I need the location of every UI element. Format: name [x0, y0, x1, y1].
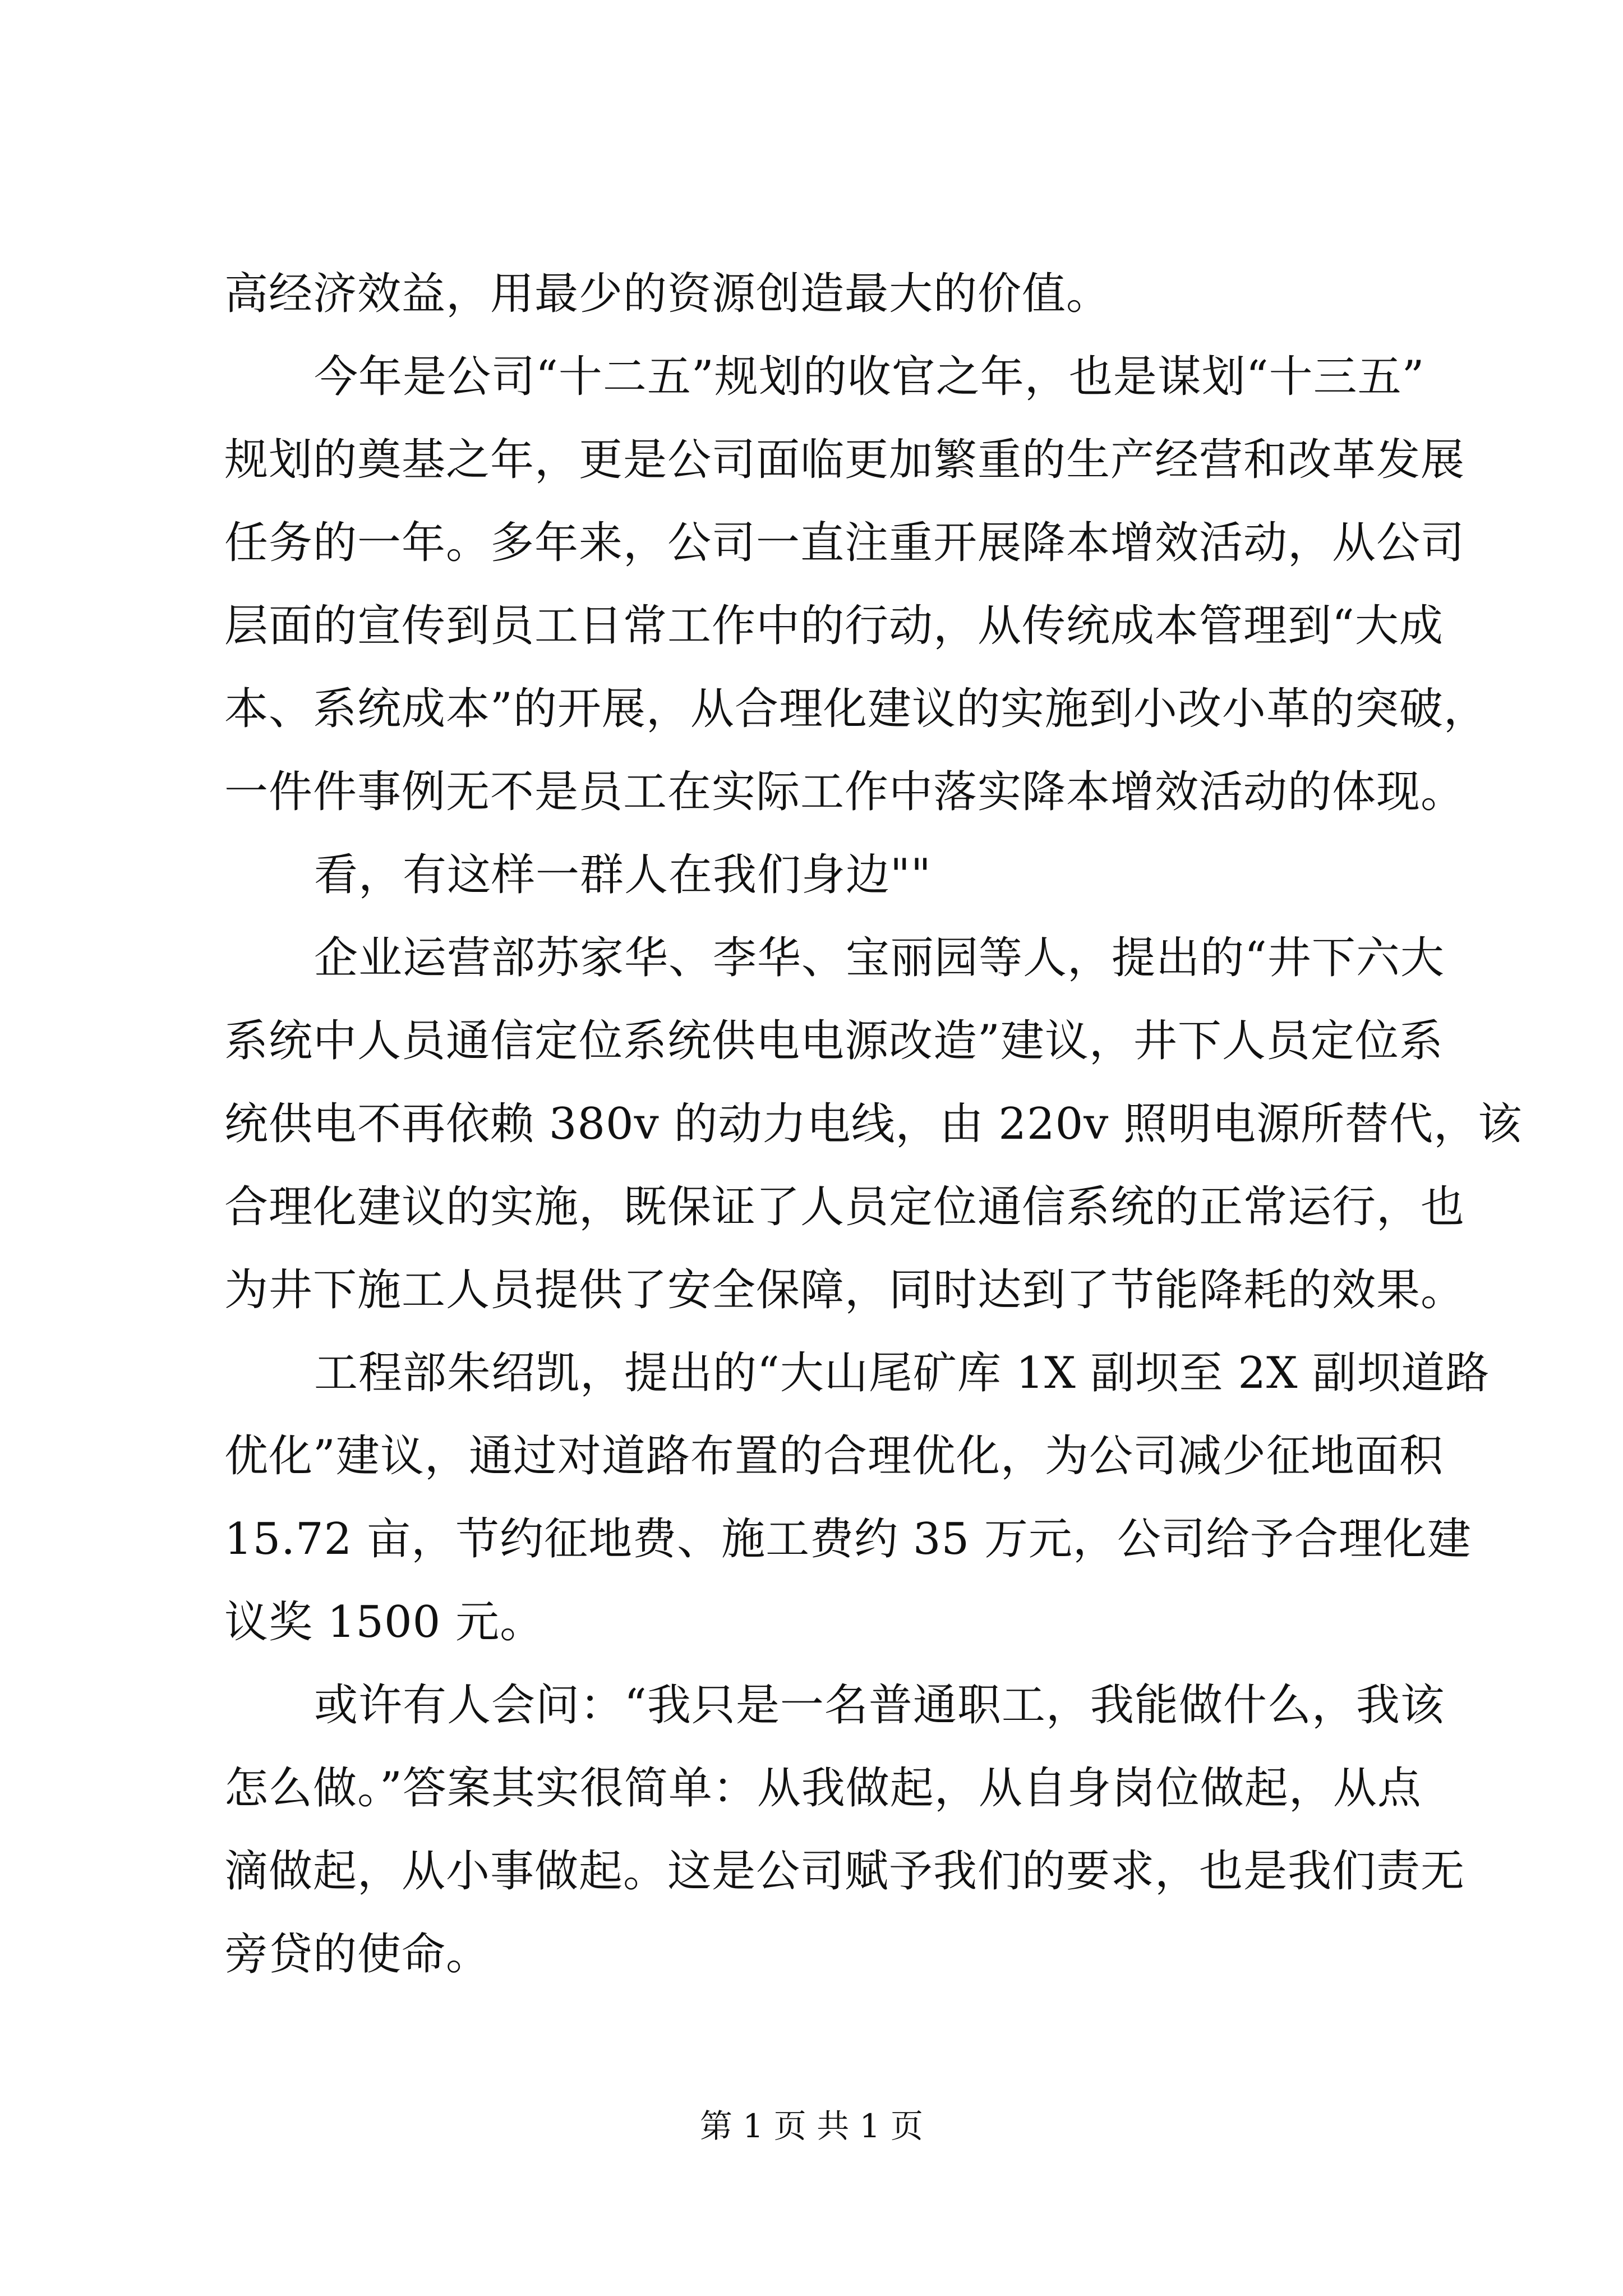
text-line: 规划的奠基之年，更是公司面临更加繁重的生产经营和改革发展: [224, 435, 1465, 485]
text-line: 优化”建议，通过对道路布置的合理优化，为公司减少征地面积: [224, 1431, 1444, 1481]
text-line: 系统中人员通信定位系统供电电源改造”建议，井下人员定位系: [224, 1016, 1444, 1066]
text-line: 15.72 亩，节约征地费、施工费约 35 万元，公司给予合理化建: [224, 1514, 1472, 1565]
text-line: 高经济效益，用最少的资源创造最大的价值。: [224, 269, 1111, 319]
text-line: 看，有这样一群人在我们身边"": [314, 850, 932, 900]
text-line: 一件件事例无不是员工在实际工作中落实降本增效活动的体现。: [224, 767, 1465, 817]
text-line: 旁贷的使命。: [224, 1929, 491, 1980]
text-line: 为井下施工人员提供了安全保障，同时达到了节能降耗的效果。: [224, 1265, 1465, 1315]
text-line: 今年是公司“十二五”规划的收官之年，也是谋划“十三五”: [314, 352, 1425, 402]
text-line: 任务的一年。多年来，公司一直注重开展降本增效活动，从公司: [224, 518, 1465, 568]
text-line: 层面的宣传到员工日常工作中的行动，从传统成本管理到“大成: [224, 601, 1444, 651]
text-line: 议奖 1500 元。: [224, 1597, 545, 1648]
text-line: 或许有人会问：“我只是一名普通职工，我能做什么，我该: [314, 1680, 1445, 1731]
text-line: 怎么做。”答案其实很简单：从我做起，从自身岗位做起，从点: [224, 1763, 1422, 1814]
text-line: 合理化建议的实施，既保证了人员定位通信系统的正常运行，也: [224, 1182, 1465, 1232]
document-body: [224, 252, 1523, 1996]
text-line: 工程部朱绍凯，提出的“大山尾矿库 1X 副坝至 2X 副坝道路: [314, 1348, 1490, 1398]
page-footer: 第 1 页 共 1 页: [700, 2107, 923, 2145]
text-line: 统供电不再依赖 380v 的动力电线，由 220v 照明电源所替代，该: [224, 1099, 1523, 1149]
text-line: 滴做起，从小事做起。这是公司赋予我们的要求，也是我们责无: [224, 1846, 1465, 1897]
text-line: 本、系统成本”的开展，从合理化建议的实施到小改小革的突破，: [224, 684, 1488, 734]
text-line: 企业运营部苏家华、李华、宝丽园等人，提出的“井下六大: [314, 933, 1445, 983]
